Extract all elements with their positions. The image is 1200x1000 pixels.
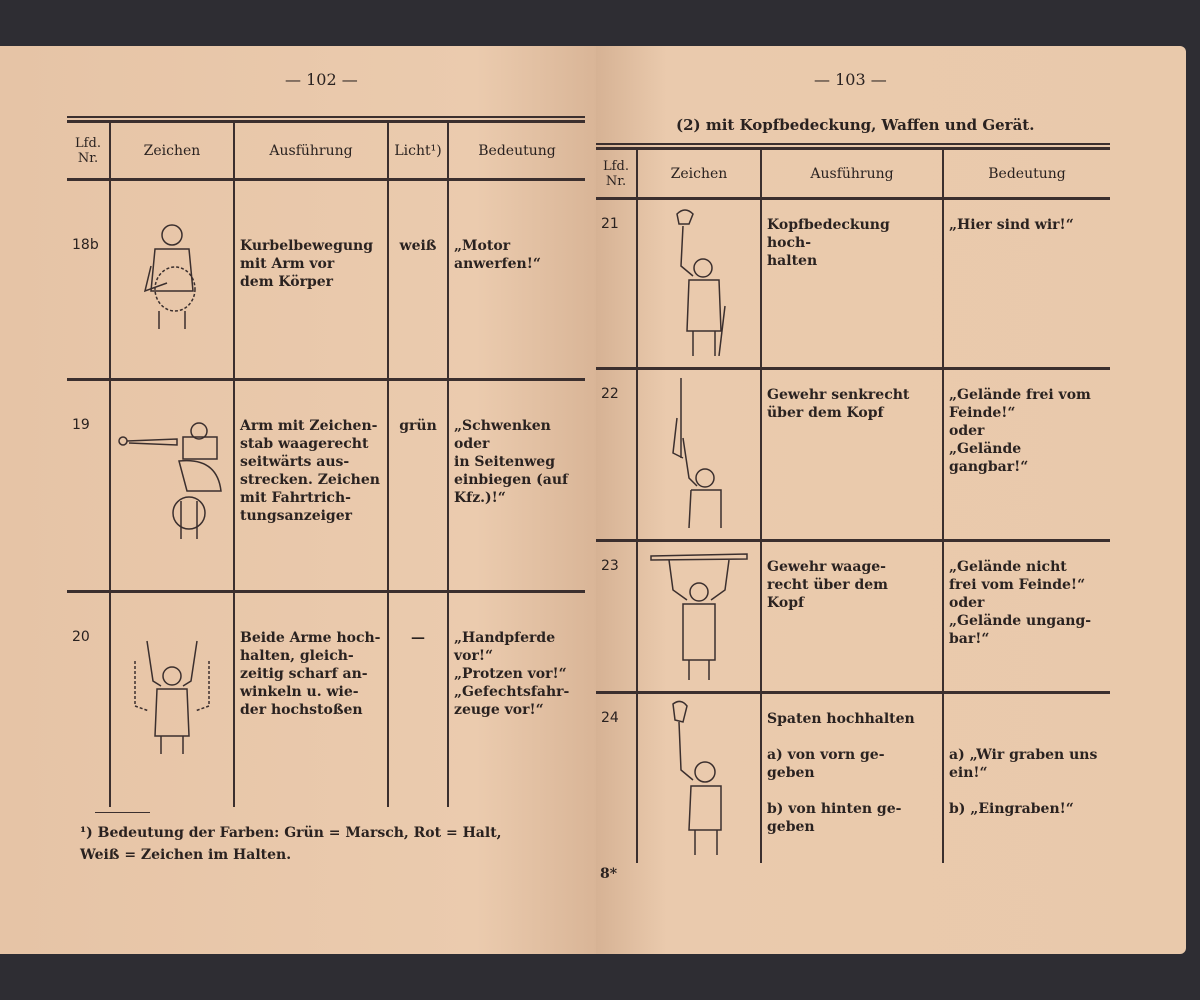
figure-cell bbox=[110, 380, 234, 592]
licht-text: weiß bbox=[388, 180, 448, 380]
variant-a-meaning: a) „Wir graben uns ein!“ bbox=[949, 747, 1098, 781]
licht-text: grün bbox=[388, 380, 448, 592]
divider bbox=[596, 143, 1110, 145]
row-number: 23 bbox=[596, 541, 637, 693]
bedeutung-text: „Motor anwerfen!“ bbox=[448, 180, 585, 380]
variant-a-label: a) von vorn ge- geben bbox=[767, 747, 885, 781]
variant-b-meaning: b) „Eingraben!“ bbox=[949, 801, 1074, 817]
table-row bbox=[596, 541, 1110, 693]
bedeutung-text: „Hier sind wir!“ bbox=[943, 199, 1110, 369]
signal-table bbox=[67, 120, 585, 807]
ausfuehrung-text: Kopfbedeckung hoch- halten bbox=[761, 199, 943, 369]
header-ausfuehrung: Ausführung bbox=[761, 149, 943, 199]
row-number: 19 bbox=[67, 380, 110, 592]
header-zeichen: Zeichen bbox=[637, 149, 761, 199]
header-bedeutung: Bedeutung bbox=[448, 122, 585, 180]
bedeutung-text: „Gelände nicht frei vom Feinde!“ oder „Gelände ungang- bar!“ bbox=[943, 541, 1110, 693]
ausfuehrung-text: Kurbelbewegung mit Arm vor dem Körper bbox=[234, 180, 388, 380]
signature-mark: 8* bbox=[600, 866, 618, 882]
table-row bbox=[67, 180, 585, 380]
bedeutung-text: „Schwenken oder in Seitenweg einbiegen (auf Kfz.)!“ bbox=[448, 380, 585, 592]
bedeutung-cell bbox=[943, 693, 1110, 863]
table-row bbox=[67, 380, 585, 592]
row-number: 22 bbox=[596, 369, 637, 541]
figure-cell bbox=[637, 199, 761, 369]
row-number: 18b bbox=[67, 180, 110, 380]
header-nr: Lfd. Nr. bbox=[67, 122, 110, 180]
figure-cell bbox=[637, 541, 761, 693]
header-ausfuehrung: Ausführung bbox=[234, 122, 388, 180]
ausfuehrung-cell bbox=[761, 693, 943, 863]
figure-cell bbox=[110, 592, 234, 807]
page-number: — 103 — bbox=[814, 70, 887, 89]
bedeutung-text: „Gelände frei vom Feinde!“ oder „Gelände gangbar!“ bbox=[943, 369, 1110, 541]
figure-cell bbox=[110, 180, 234, 380]
page-number: — 102 — bbox=[285, 70, 358, 89]
soldier-rifle-vertical-figure bbox=[659, 378, 739, 528]
table-row bbox=[596, 693, 1110, 863]
figure-cell bbox=[637, 369, 761, 541]
bedeutung-text: „Handpferde vor!“ „Protzen vor!“ „Gefechtsfahr- zeuge vor!“ bbox=[448, 592, 585, 807]
footnote: ¹) Bedeutung der Farben: Grün = Marsch, Rot = Halt, Weiß = Zeichen im Halten. bbox=[80, 825, 502, 863]
divider bbox=[67, 116, 585, 118]
footnote-divider bbox=[95, 812, 150, 813]
soldier-rifle-horizontal-figure bbox=[649, 550, 749, 680]
signal-table bbox=[596, 147, 1110, 863]
ausfuehrung-text: Beide Arme hoch- halten, gleich- zeitig scharf an- winkeln u. wie- der hochstoßen bbox=[234, 592, 388, 807]
header-zeichen: Zeichen bbox=[110, 122, 234, 180]
soldier-spade-raised-figure bbox=[659, 700, 739, 855]
soldier-arms-raised-figure bbox=[127, 631, 217, 756]
soldier-crank-figure bbox=[137, 221, 207, 331]
table-row bbox=[67, 592, 585, 807]
header-licht: Licht¹) bbox=[388, 122, 448, 180]
header-nr: Lfd. Nr. bbox=[596, 149, 637, 199]
left-page bbox=[0, 46, 596, 954]
ausfuehrung-text: Spaten hochhalten bbox=[767, 711, 915, 727]
table-row bbox=[596, 199, 1110, 369]
ausfuehrung-text: Arm mit Zeichen- stab waagerecht seitwärts aus- strecken. Zeichen mit Fahrtrich- tungsanzeiger bbox=[234, 380, 388, 592]
table-row bbox=[596, 369, 1110, 541]
licht-text: — bbox=[388, 592, 448, 807]
soldier-helmet-raised-figure bbox=[659, 206, 739, 356]
header-bedeutung: Bedeutung bbox=[943, 149, 1110, 199]
row-number: 20 bbox=[67, 592, 110, 807]
row-number: 24 bbox=[596, 693, 637, 863]
figure-cell bbox=[637, 693, 761, 863]
section-subtitle: (2) mit Kopfbedeckung, Waffen und Gerät. bbox=[676, 116, 1035, 134]
ausfuehrung-text: Gewehr waage- recht über dem Kopf bbox=[761, 541, 943, 693]
ausfuehrung-text: Gewehr senkrecht über dem Kopf bbox=[761, 369, 943, 541]
row-number: 21 bbox=[596, 199, 637, 369]
soldier-vehicle-figure bbox=[117, 421, 227, 541]
right-page bbox=[596, 46, 1186, 954]
variant-b-label: b) von hinten ge- geben bbox=[767, 801, 902, 835]
